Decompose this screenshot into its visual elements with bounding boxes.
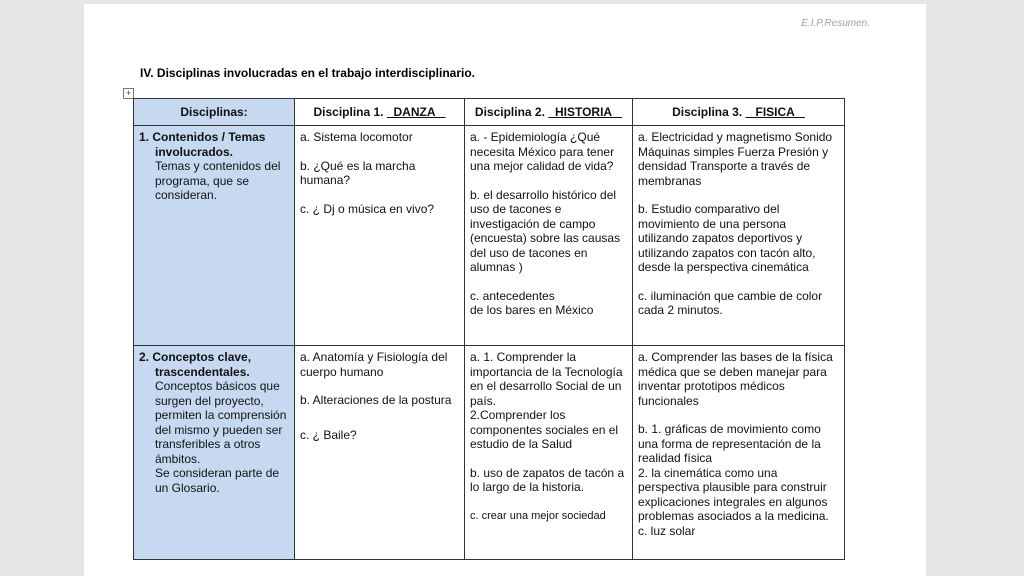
cell-historia-conceptos	[465, 346, 633, 560]
cell-danza-conceptos	[295, 346, 465, 560]
table-row	[134, 126, 845, 346]
header-disciplina-3	[633, 99, 845, 126]
header-disciplina-1-name: DANZA	[393, 104, 436, 119]
row-title-contenidos	[134, 126, 295, 346]
header-disciplina-1	[295, 99, 465, 126]
table-move-handle-icon[interactable]: +	[123, 88, 134, 99]
section-title: IV. Disciplinas involucradas en el trabajo interdisciplinario.	[140, 66, 475, 80]
cell-fisica-contenidos	[633, 126, 845, 346]
historia-concept-a2: 2.Comprender los componentes sociales en el estudio de la Salud	[470, 408, 619, 451]
row2-title-line2: trascendentales.	[155, 364, 250, 379]
header-note: E.I.P.Resumen.	[801, 18, 870, 29]
row1-title-line2: involucrados.	[155, 144, 234, 159]
danza-concept-c: c. ¿ Baile?	[300, 427, 357, 442]
row2-glossary-note: Se consideran parte de un Glosario.	[155, 466, 280, 495]
historia-concept-a1: a. 1. Comprender la importancia de la Tecnología en el desarrollo Social de un país.	[470, 350, 623, 408]
historia-concept-c: c. crear una mejor sociedad	[470, 509, 606, 522]
row1-title-line1: 1. Contenidos / Temas	[139, 130, 266, 144]
header-disciplina-3-prefix: Disciplina 3.	[672, 104, 743, 119]
fisica-concept-a: a. Comprender las bases de la física médica que se deben manejar para inventar prototipos médicos funcionales	[638, 350, 833, 408]
header-disciplina-2-name: HISTORIA	[554, 104, 613, 119]
header-disciplinas: Disciplinas:	[134, 99, 295, 126]
historia-item-c: c. antecedentes	[470, 288, 555, 303]
danza-item-c: c. ¿ Dj o música en vivo?	[300, 201, 435, 216]
fisica-item-a: a. Electricidad y magnetismo Sonido Máquinas simples Fuerza Presión y densidad Transporte a través de membranas	[638, 130, 833, 188]
fisica-item-b: b. Estudio comparativo del movimiento de una persona utilizando zapatos deportivos y utilizando zapatos con tacón alto, desde la perspectiva cinemática	[638, 202, 816, 274]
cell-danza-contenidos	[295, 126, 465, 346]
document-page	[84, 4, 926, 576]
header-disciplina-1-prefix: Disciplina 1.	[313, 104, 384, 119]
historia-item-c-cont: de los bares en México	[470, 303, 594, 317]
fisica-item-c: c. iluminación que cambie de color cada 2 minutos.	[638, 288, 823, 317]
danza-item-a: a. Sistema locomotor	[300, 130, 413, 144]
danza-concept-b: b. Alteraciones de la postura	[300, 393, 452, 407]
row2-description: Conceptos básicos que surgen del proyecto, permiten la comprensión del mismo y pueden ser transferibles a otros ámbitos.	[155, 379, 287, 466]
fisica-concept-b1: b. 1. gráficas de movimiento como una forma de representación de la realidad física	[638, 422, 821, 465]
header-disciplina-2	[465, 99, 633, 126]
header-disciplina-3-name: FISICA	[755, 104, 795, 119]
row2-title-line1: 2. Conceptos clave,	[139, 350, 252, 364]
row-title-conceptos	[134, 346, 295, 560]
danza-concept-a: a. Anatomía y Fisiología del cuerpo humano	[300, 350, 448, 379]
table-row	[134, 346, 845, 560]
cell-fisica-conceptos	[633, 346, 845, 560]
fisica-concept-c: c. luz solar	[638, 523, 696, 538]
historia-item-a: a. - Epidemiología ¿Qué necesita México para tener una mejor calidad de vida?	[470, 130, 615, 173]
historia-item-b: b. el desarrollo histórico del uso de tacones e investigación de campo (encuesta) sobre las causas del uso de tacones en alumnas )	[470, 187, 621, 274]
disciplines-table	[133, 98, 845, 560]
historia-concept-b: b. uso de zapatos de tacón a lo largo de la historia.	[470, 465, 625, 494]
header-disciplina-2-prefix: Disciplina 2.	[474, 104, 545, 119]
cell-historia-contenidos	[465, 126, 633, 346]
table-header-row	[134, 99, 845, 126]
row1-description: Temas y contenidos del programa, que se consideran.	[155, 159, 281, 202]
fisica-concept-b2: 2. la cinemática como una perspectiva plausible para construir explicaciones integrales en algunos problemas asociados a la medicina.	[638, 465, 829, 523]
danza-item-b: b. ¿Qué es la marcha humana?	[300, 158, 416, 187]
